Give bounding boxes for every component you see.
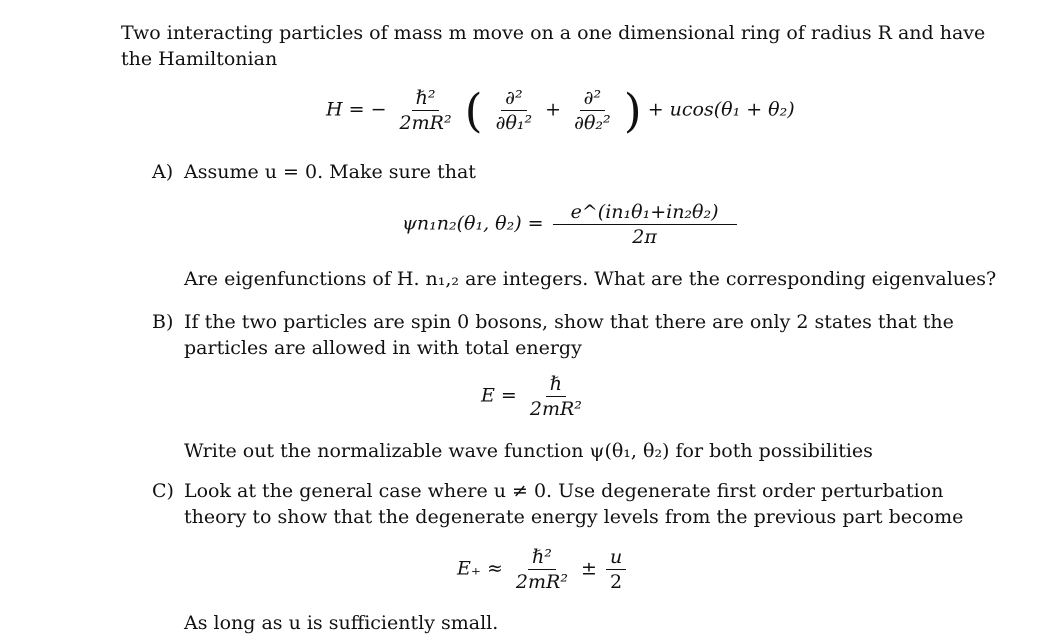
- part-a-text: Assume u = 0. Make sure that: [184, 161, 476, 183]
- part-a-question: Are eigenfunctions of H. n₁,₂ are integers. What are the corresponding eigenvalues?: [184, 268, 997, 290]
- energy-b-lhs: E =: [481, 384, 517, 407]
- part-c-line-1: Look at the general case where u ≠ 0. Use degenerate first order perturbation: [184, 480, 944, 502]
- part-b-wavefunction-text: Write out the normalizable wave function ψ(θ₁, θ₂) for both possibilities: [184, 440, 873, 462]
- derivative-theta2-numerator: ∂²: [580, 86, 605, 111]
- coefficient-denominator: 2mR²: [399, 112, 452, 134]
- part-b-line-2: particles are allowed in with total energy: [184, 337, 582, 359]
- psi-equation: [402, 200, 740, 249]
- energy-b-fraction: [526, 372, 586, 421]
- u-numerator: u: [606, 545, 626, 570]
- derivative-theta2: [570, 86, 615, 135]
- derivative-theta1-numerator: ∂²: [501, 86, 526, 111]
- coefficient-numerator: ℏ²: [412, 86, 440, 111]
- derivative-theta2-denominator: ∂θ₂²: [574, 112, 611, 134]
- psi-lhs: ψn₁n₂(θ₁, θ₂) =: [402, 212, 544, 235]
- energy-c-fraction: [512, 545, 572, 594]
- right-paren: ): [623, 83, 642, 138]
- derivative-theta1-denominator: ∂θ₁²: [495, 112, 533, 134]
- interaction-term: + ucos(θ₁ + θ₂): [647, 98, 795, 121]
- energy-b-denominator: 2mR²: [529, 398, 582, 420]
- part-b-label: B): [152, 311, 174, 333]
- intro-line-2: the Hamiltonian: [121, 48, 278, 70]
- hamiltonian-equation: [326, 83, 795, 138]
- energy-equation-c: [457, 545, 629, 594]
- psi-denominator: 2π: [632, 226, 657, 248]
- left-paren: (: [464, 83, 483, 138]
- part-c-line-2: theory to show that the degenerate energy levels from the previous part become: [184, 506, 964, 528]
- energy-c-lhs: E₊ ≈: [457, 557, 503, 580]
- energy-equation-b: [481, 372, 589, 421]
- hamiltonian-coefficient: [396, 86, 456, 135]
- part-a-label: A): [152, 161, 174, 183]
- part-b-line-1: If the two particles are spin 0 bosons, show that there are only 2 states that the: [184, 311, 954, 333]
- part-c-label: C): [152, 480, 174, 502]
- u-over-two-fraction: [606, 545, 626, 594]
- part-c-condition: As long as u is sufficiently small.: [184, 612, 499, 634]
- plus-sign: +: [545, 98, 562, 121]
- u-denominator: 2: [610, 571, 623, 593]
- energy-b-numerator: ℏ: [546, 372, 566, 397]
- plus-minus-sign: ±: [580, 557, 597, 580]
- psi-numerator: e^(in₁θ₁+in₂θ₂): [553, 200, 737, 225]
- intro-line-1: Two interacting particles of mass m move on a one dimensional ring of radius R and have: [121, 22, 986, 44]
- energy-c-numerator: ℏ²: [528, 545, 556, 570]
- psi-fraction: [553, 200, 737, 249]
- energy-c-denominator: 2mR²: [515, 571, 568, 593]
- hamiltonian-lhs: H = −: [326, 98, 387, 121]
- derivative-theta1: [492, 86, 537, 135]
